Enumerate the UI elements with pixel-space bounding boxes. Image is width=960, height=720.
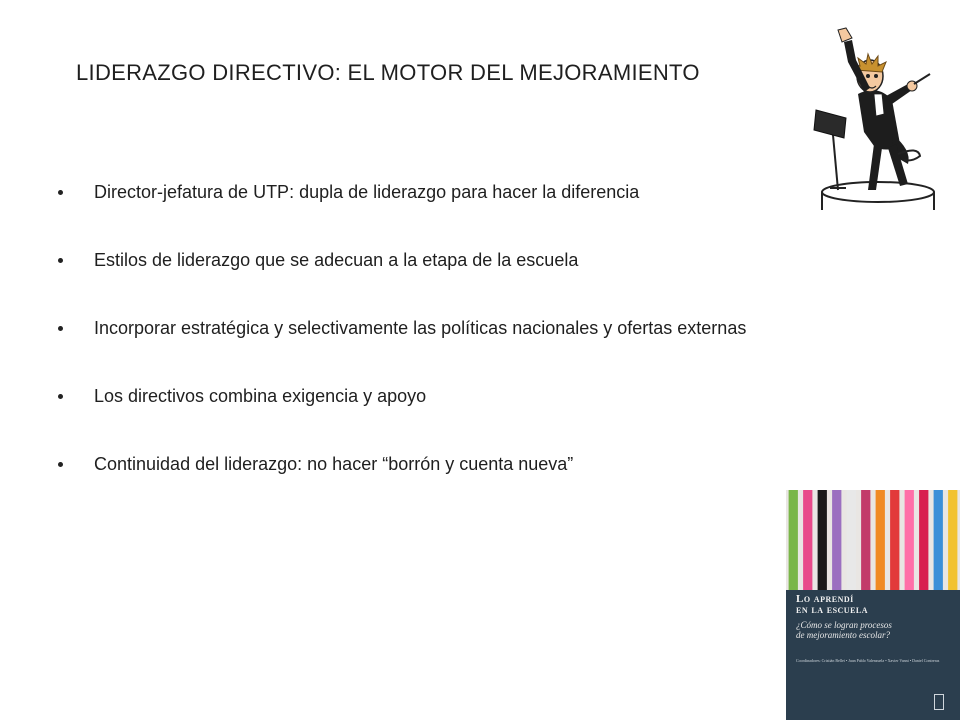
book-cover-text — [786, 594, 960, 663]
bullet-icon — [58, 394, 63, 399]
book-cover-image — [786, 490, 960, 720]
bullet-text: Continuidad del liderazgo: no hacer “borrón y cuenta nueva” — [94, 454, 574, 474]
bullet-text: Incorporar estratégica y selectivamente las políticas nacionales y ofertas externas — [94, 318, 747, 338]
book-stripe — [861, 490, 870, 590]
bullet-icon — [58, 258, 63, 263]
conductor-cartoon-icon — [808, 14, 938, 214]
bullet-text: Estilos de liderazgo que se adecuan a la etapa de la escuela — [94, 250, 579, 270]
book-title — [796, 594, 950, 616]
book-stripe — [789, 490, 798, 590]
book-title-line: Lo aprendí — [796, 593, 854, 605]
book-stripe — [818, 490, 827, 590]
bullet-item — [58, 454, 746, 522]
bullet-icon — [58, 326, 63, 331]
book-stripe — [890, 490, 899, 590]
book-title-line: en la escuela — [796, 604, 869, 616]
bullet-icon — [58, 190, 63, 195]
book-stripe — [934, 490, 943, 590]
book-stripe — [919, 490, 928, 590]
bullet-item — [58, 318, 746, 386]
book-stripe — [876, 490, 885, 590]
book-editors: Coordinadores: Cristián Bellei • Juan Pablo Valenzuela • Xavier Vanni • Daniel Contreras — [796, 658, 940, 663]
book-stripe — [847, 490, 856, 590]
bullet-item — [58, 250, 746, 318]
book-subtitle-line: ¿Cómo se logran procesos — [796, 620, 892, 630]
book-subtitle — [796, 620, 950, 640]
slide-title: LIDERAZGO DIRECTIVO: EL MOTOR DEL MEJORAMIENTO — [76, 60, 700, 85]
book-stripes-graphic — [786, 490, 960, 590]
bullet-text: Director-jefatura de UTP: dupla de liderazgo para hacer la diferencia — [94, 182, 640, 202]
book-stripe — [905, 490, 914, 590]
bullet-item — [58, 182, 746, 250]
publisher-logo-icon — [934, 694, 944, 710]
book-stripe — [832, 490, 841, 590]
bullet-text: Los directivos combina exigencia y apoyo — [94, 386, 427, 406]
bullet-item — [58, 386, 746, 454]
book-stripe — [803, 490, 812, 590]
bullet-icon — [58, 462, 63, 467]
bullet-list — [58, 182, 746, 522]
book-stripe — [948, 490, 957, 590]
book-subtitle-line: de mejoramiento escolar? — [796, 630, 890, 640]
